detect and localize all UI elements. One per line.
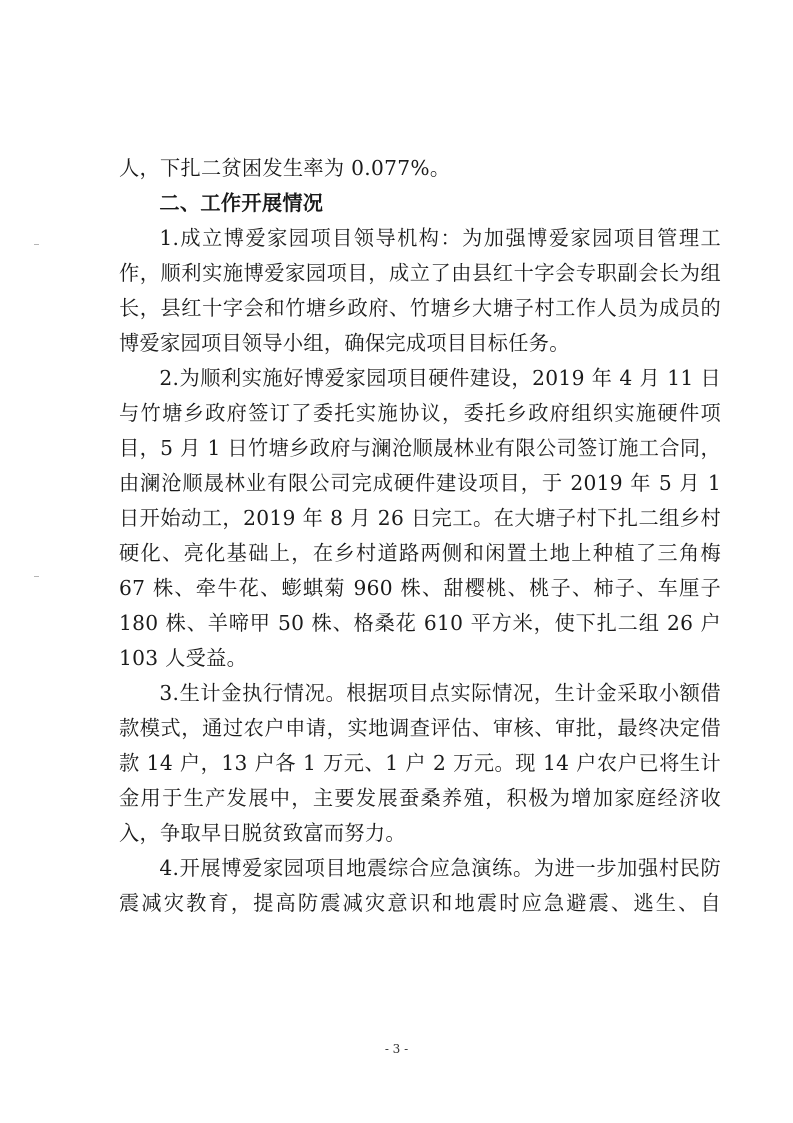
margin-mark <box>34 244 39 245</box>
paragraph-4: 4.开展博爱家园项目地震综合应急演练。为进一步加强村民防震减灾教育，提高防震减灾意识和地震时应急避震、逃生、自 <box>119 856 721 915</box>
section-heading: 二、工作开展情况 <box>159 191 324 215</box>
margin-mark <box>34 576 39 577</box>
paragraph-1: 1.成立博爱家园项目领导机构：为加强博爱家园项目管理工作，顺利实施博爱家园项目，成立了由县红十字会专职副会长为组长，县红十字会和竹塘乡政府、竹塘乡大塘子村工作人员为成员的博爱家园项目领导小组，确保完成项目目标任务。 <box>119 226 721 355</box>
continuation-paragraph: 人，下扎二贫困发生率为 0.077%。 <box>119 156 451 180</box>
document-body <box>119 151 721 921</box>
page-number: - 3 - <box>384 1042 409 1056</box>
paragraph-3: 3.生计金执行情况。根据项目点实际情况，生计金采取小额借款模式，通过农户申请，实地调查评估、审核、审批，最终决定借款 14 户，13 户各 1 万元、1 户 2 万元。现 14 户农户已将生计金用于生产发展中，主要发展蚕桑养殖，积极为增加家庭经济收入，争取早日脱贫致富而努力。 <box>119 681 721 845</box>
paragraph-2: 2.为顺利实施好博爱家园项目硬件建设，2019 年 4 月 11 日与竹塘乡政府签订了委托实施协议，委托乡政府组织实施硬件项目，5 月 1 日竹塘乡政府与澜沧顺晟林业有限公司签订施工合同，由澜沧顺晟林业有限公司完成硬件建设项目，于 2019 年 5 月 1 日开始动工，2019 年 8 月 26 日完工。在大塘子村下扎二组乡村硬化、亮化基础上，在乡村道路两侧和闲置土地上种植了三角梅 67 株、牵牛花、蟛蜞菊 960 株、甜樱桃、桃子、柿子、车厘子 180 株、羊啼甲 50 株、格桑花 610 平方米，使下扎二组 26 户 103 人受益。 <box>119 366 721 670</box>
